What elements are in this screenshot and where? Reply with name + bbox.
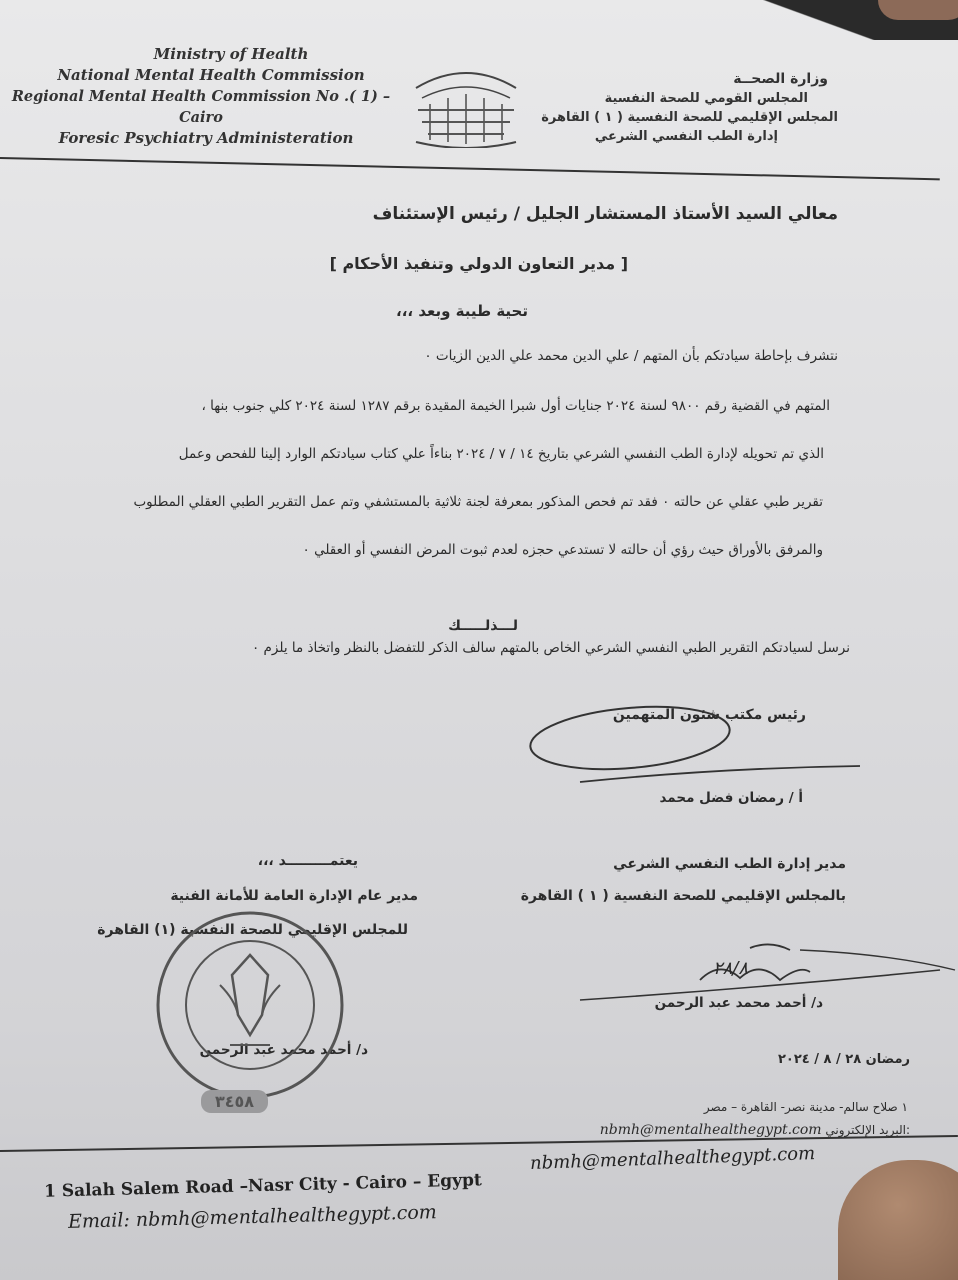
header-divider	[0, 157, 940, 180]
header-ar-line-4: إدارة الطب النفسي الشرعي	[594, 129, 778, 144]
paragraph-line-1: نتشرف بإحاطة سيادتكم بأن المتهم / علي الدين محمد علي الدين الزيات ٠	[424, 348, 838, 364]
header-en-line-1: Ministry of Health	[153, 45, 309, 63]
office-head-name: أ / رمضان فضل محمد	[659, 790, 803, 806]
footer-email-ar	[600, 1122, 910, 1138]
official-stamp	[150, 905, 350, 1105]
calligraphy-logo	[408, 58, 524, 148]
paragraph-line-5: والمرفق بالأوراق حيث رؤي أن حالته لا تستدعي حجزه لعدم ثبوت المرض النفسي أو العقلي ٠	[302, 542, 823, 558]
gm-title-line-2: للمجلس الإقليمي للصحة النفسية (١) القاهرة	[97, 922, 408, 938]
header-ar-line-2: المجلس القومي للصحة النفسية	[604, 91, 808, 106]
finger-top	[878, 0, 958, 20]
paragraph-line-3: الذي تم تحويله لإدارة الطب النفسي الشرعي بتاريخ ١٤ / ٧ / ٢٠٢٤ بناءاً علي كتاب سيادتكم الوارد إلينا للفحص وعمل	[178, 446, 824, 462]
gm-name: د/ أحمد محمد عبد الرحمن	[199, 1042, 368, 1058]
therefore-heading: لـــذلـــــك	[448, 618, 518, 634]
header-ar-line-1: وزارة الصحــة	[733, 71, 828, 87]
header-english	[6, 44, 396, 149]
paragraph-line-2: المتهم في القضية رقم ٩٨٠٠ لسنة ٢٠٢٤ جنايات أول شبرا الخيمة المقيدة برقم ١٢٨٧ لسنة ٢٠٢٤ كلي جنوب بنها ،	[201, 398, 830, 414]
footer-email-en[interactable]: Email: nbmh@mentalhealthegypt.com	[67, 1201, 438, 1233]
footer-email-right[interactable]: nbmh@mentalhealthegypt.com	[529, 1143, 816, 1174]
gm-title-line-1: مدير عام الإدارة العامة للأمانة الفنية	[170, 888, 418, 904]
header-en-line-2: National Mental Health Commission	[57, 66, 365, 84]
footer-address-en: 1 Salah Salem Road –Nasr City - Cairo – Egypt	[43, 1170, 482, 1202]
finger-bottom	[838, 1160, 958, 1280]
addressee: معالي السيد الأستاذ المستشار الجليل / رئيس الإستئناف	[372, 204, 838, 224]
closing-line-1: نرسل لسيادتكم التقرير الطبي النفسي الشرعي الخاص بالمتهم سالف الذكر للتفضل بالنظر واتخاذ ما يلزم ٠	[251, 640, 850, 656]
header-en-line-4: Foresic Psychiatry Administeration	[58, 129, 354, 147]
addressee-title: [ مدير التعاون الدولي وتنفيذ الأحكام ]	[329, 254, 628, 273]
header-en-line-3: Regional Mental Health Commission No .( 1) – Cairo	[11, 88, 391, 126]
footer-email-ar-value[interactable]: nbmh@mentalhealthegypt.com	[599, 1122, 822, 1138]
footer-email-label-ar: البريد الإلكتروني:	[825, 1123, 910, 1137]
stamp-number: ٣٤٥٨	[201, 1090, 268, 1113]
footer-address-ar: ١ صلاح سالم- مدينة نصر- القاهرة – مصر	[703, 1100, 908, 1114]
letter-date: رمضان ٢٨ / ٨ / ٢٠٢٤	[777, 1052, 910, 1067]
director-name: د/ أحمد محمد عبد الرحمن	[654, 995, 823, 1011]
approved-heading: يعتمـــــــــد ،،،	[257, 853, 358, 869]
director-title-line-2: بالمجلس الإقليمي للصحة النفسية ( ١ ) القاهرة	[520, 888, 846, 904]
header-arabic	[508, 70, 838, 146]
office-head-signature	[520, 700, 880, 790]
handwritten-date: ٢٨/٨	[712, 958, 748, 979]
paragraph-line-4: تقرير طبي عقلي عن حالته ٠ فقد تم فحص المذكور بمعرفة لجنة ثلاثية بالمستشفي وتم عمل التقرير الطبي العقلي المطلوب	[133, 494, 823, 510]
header-ar-line-3: المجلس الإقليمي للصحة النفسية ( ١ ) القاهرة	[541, 110, 838, 125]
director-title-line-1: مدير إدارة الطب النفسي الشرعي	[613, 856, 846, 872]
greeting: تحية طيبة وبعد ،،،	[396, 302, 528, 320]
office-head-title: رئيس مكتب شئون المتهمين	[612, 707, 806, 723]
